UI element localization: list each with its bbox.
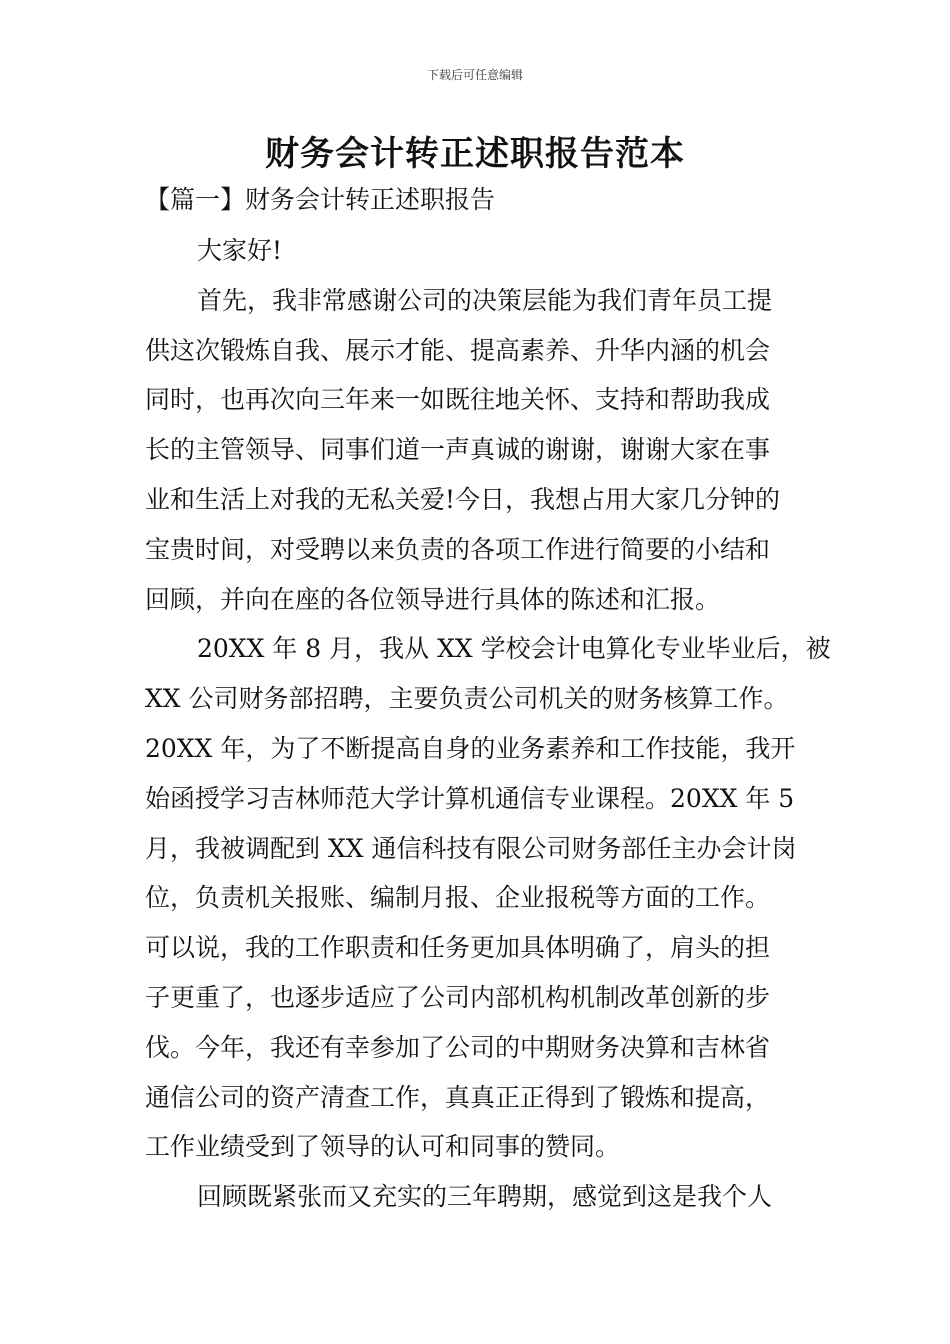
text-line: 通信公司的资产清查工作，真真正正得到了锻炼和提高， — [145, 1082, 771, 1112]
text-line: XX 公司财务部招聘，主要负责公司机关的财务核算工作。 — [145, 684, 789, 714]
text-line: 始函授学习吉林师范大学计算机通信专业课程。20XX 年 5 — [145, 783, 795, 813]
text-line: 可以说，我的工作职责和任务更加具体明确了，肩头的担 — [145, 933, 771, 963]
section-heading: 【篇一】财务会计转正述职报告 — [145, 185, 496, 214]
body-text — [145, 226, 831, 1222]
text-line: 20XX 年 8 月，我从 XX 学校会计电算化专业毕业后，被 — [197, 634, 831, 664]
text-line: 子更重了，也逐步适应了公司内部机构机制改革创新的步 — [145, 982, 771, 1012]
text-line: 长的主管领导、同事们道一声真诚的谢谢，谢谢大家在事 — [145, 435, 771, 465]
text-line: 月，我被调配到 XX 通信科技有限公司财务部任主办会计岗 — [145, 833, 797, 863]
document-title: 财务会计转正述职报告范本 — [265, 134, 685, 174]
header-note: 下载后可任意编辑 — [426, 68, 523, 82]
text-line: 同时，也再次向三年来一如既往地关怀、支持和帮助我成 — [145, 385, 771, 415]
text-line: 20XX 年，为了不断提高自身的业务素养和工作技能，我开 — [145, 733, 796, 763]
text-line: 大家好! — [197, 236, 283, 265]
text-line: 位，负责机关报账、编制月报、企业报税等方面的工作。 — [145, 883, 771, 913]
text-line: 伐。今年，我还有幸参加了公司的中期财务决算和吉林省 — [145, 1032, 771, 1062]
text-line: 供这次锻炼自我、展示才能、提高素养、升华内涵的机会 — [145, 335, 771, 365]
text-line: 业和生活上对我的无私关爱!今日，我想占用大家几分钟的 — [145, 484, 781, 514]
text-line: 回顾，并向在座的各位领导进行具体的陈述和汇报。 — [145, 584, 721, 614]
text-line: 回顾既紧张而又充实的三年聘期，感觉到这是我个人 — [197, 1182, 773, 1212]
text-line: 宝贵时间，对受聘以来负责的各项工作进行简要的小结和 — [145, 534, 771, 564]
text-line: 首先，我非常感谢公司的决策层能为我们青年员工提 — [197, 285, 773, 315]
text-line: 工作业绩受到了领导的认可和同事的赞同。 — [145, 1132, 621, 1162]
